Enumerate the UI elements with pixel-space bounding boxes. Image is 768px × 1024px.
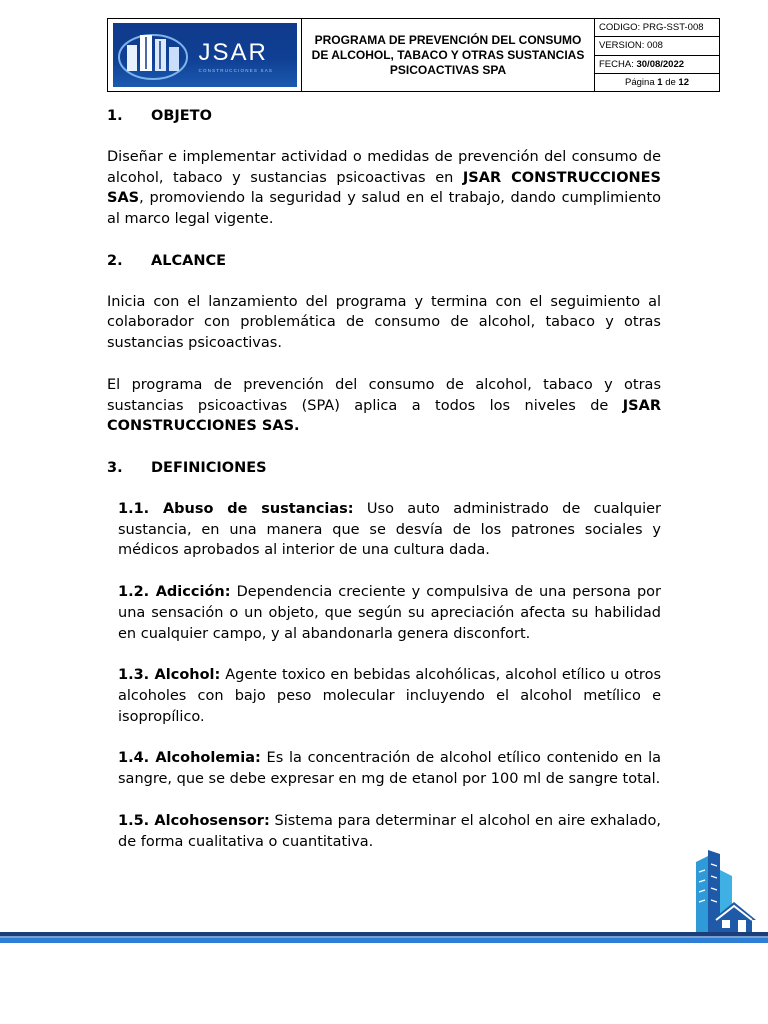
logo-subtext: CONSTRUCCIONES SAS bbox=[198, 68, 274, 73]
company-logo bbox=[113, 23, 297, 87]
definition-item bbox=[118, 499, 661, 561]
document-title-cell bbox=[302, 19, 595, 91]
section-number: 2. bbox=[107, 252, 123, 269]
page-total: 12 bbox=[678, 76, 689, 88]
definition-term: 1.3. Alcohol: bbox=[118, 667, 221, 684]
definition-item bbox=[118, 748, 661, 790]
definition-item bbox=[118, 665, 661, 727]
section-number: 3. bbox=[107, 459, 123, 476]
fecha-field bbox=[595, 56, 719, 74]
version-field: VERSION: 008 bbox=[595, 37, 719, 55]
definition-item bbox=[118, 811, 661, 853]
footer-stripes bbox=[0, 932, 768, 943]
definition-text: Dependencia creciente y compulsiva de una persona por una sensación o un objeto, que según su apreciación afecta su habilidad en cualquier campo, y al abandonarla genera disconfort. bbox=[118, 583, 662, 642]
objeto-text-1: Diseñar e implementar actividad o medidas de prevención del consumo de alcohol, tabaco y sustancias psicoactivas en bbox=[107, 148, 661, 186]
section-heading-definiciones bbox=[107, 458, 661, 479]
objeto-text-2: , promoviendo la seguridad y salud en el trabajo, dando cumplimiento al marco legal vigente. bbox=[107, 190, 661, 228]
definition-term: 1.1. Abuso de sustancias: bbox=[118, 500, 354, 517]
definition-item bbox=[118, 582, 661, 644]
definition-term: 1.5. Alcohosensor: bbox=[118, 812, 270, 829]
definition-text: Sistema para determinar el alcohol en aire exhalado, de forma cualitativa o cuantitativa. bbox=[118, 812, 661, 850]
company-name: JSAR CONSTRUCCIONES SAS bbox=[107, 169, 662, 207]
definitions-list bbox=[118, 499, 661, 853]
alcance-paragraph-1: Inicia con el lanzamiento del programa y termina con el seguimiento al colaborador con problemática de consumo de alcohol, tabaco y otras sustancias psicoactivas. bbox=[107, 293, 661, 352]
building-house-icon bbox=[692, 848, 756, 934]
definition-text: Es la concentración de alcohol etílico contenido en la sangre, que se debe expresar en mg de etanol por 100 ml de sangre total. bbox=[118, 750, 661, 788]
document-title: PROGRAMA DE PREVENCIÓN DEL CONSUMO DE ALCOHOL, TABACO Y OTRAS SUSTANCIAS PSICOACTIVAS SPA bbox=[311, 32, 585, 77]
page-of: de bbox=[665, 76, 676, 88]
logo-wordmark: JSAR bbox=[198, 39, 268, 66]
section-heading-objeto bbox=[107, 106, 661, 127]
definition-text: Agente toxico en bebidas alcohólicas, alcohol etílico u otros alcoholes con bajo peso molecular incluyendo el alcohol metílico e isopropílico. bbox=[118, 667, 661, 725]
company-name: JSAR CONSTRUCCIONES SAS. bbox=[107, 397, 661, 435]
alcance-paragraph-2 bbox=[107, 375, 661, 437]
document-meta bbox=[595, 19, 719, 91]
section-number: 1. bbox=[107, 108, 123, 124]
document-header bbox=[107, 18, 720, 92]
fecha-label: FECHA: bbox=[599, 58, 634, 70]
definition-term: 1.4. Alcoholemia: bbox=[118, 750, 261, 767]
definition-term: 1.2. Adicción: bbox=[118, 583, 231, 600]
document-body bbox=[107, 106, 661, 873]
page-current: 1 bbox=[657, 76, 663, 88]
section-title: OBJETO bbox=[151, 108, 212, 124]
section-title: ALCANCE bbox=[151, 252, 227, 269]
page-label: Página bbox=[625, 76, 655, 88]
section-heading-alcance bbox=[107, 251, 661, 272]
objeto-paragraph bbox=[107, 147, 661, 230]
logo-cell bbox=[108, 19, 302, 91]
fecha-value: 30/08/2022 bbox=[636, 58, 685, 70]
page-number-field bbox=[595, 74, 719, 91]
section-title: DEFINICIONES bbox=[151, 459, 267, 476]
alcance-text: El programa de prevención del consumo de alcohol, tabaco y otras sustancias psicoactivas (SPA) aplica a todos los niveles de bbox=[107, 376, 661, 414]
definition-text: Uso auto administrado de cualquier sustancia, en una manera que se desvía de los patrones sociales y médicos aprobados al interior de una cultura dada. bbox=[118, 500, 661, 559]
codigo-field: CODIGO: PRG-SST-008 bbox=[595, 19, 719, 37]
